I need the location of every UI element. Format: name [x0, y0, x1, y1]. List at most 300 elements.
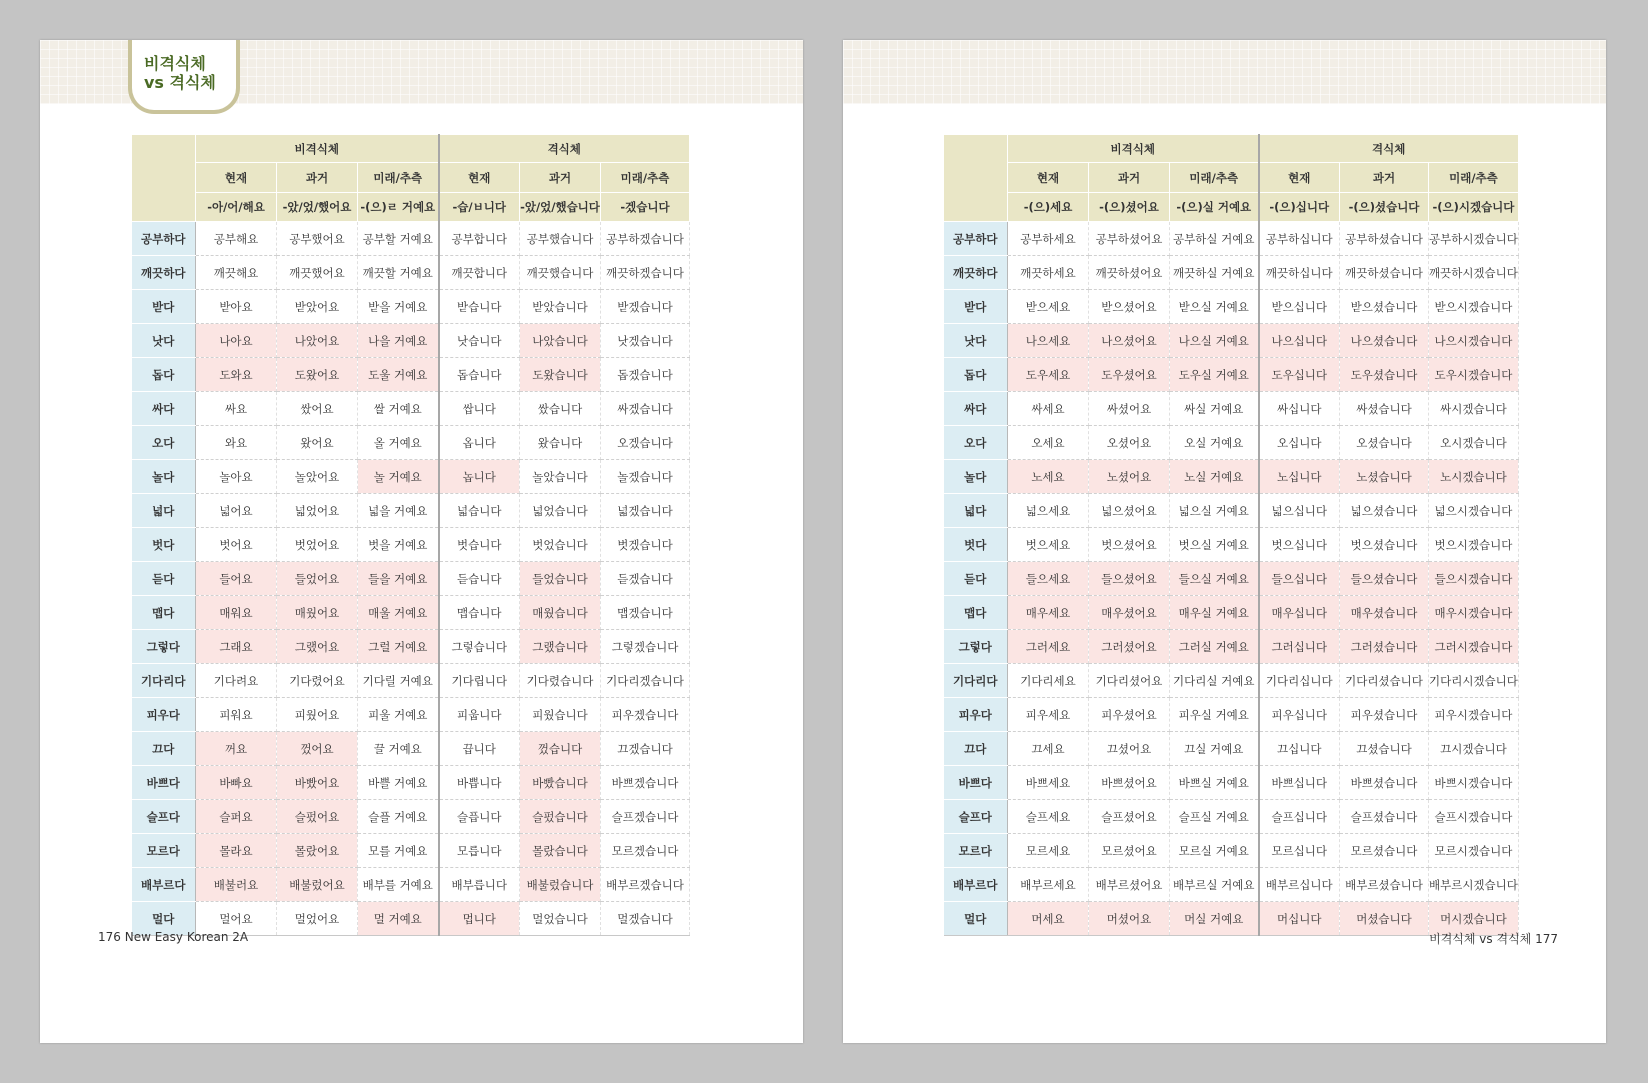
conjugation-cell: 넓습니다	[439, 494, 520, 528]
conjugation-cell: 싸겠습니다	[601, 392, 690, 426]
table-row	[944, 358, 1519, 392]
conjugation-cell: 싸요	[196, 392, 277, 426]
verb-cell: 모르다	[944, 834, 1008, 868]
conjugation-cell: 벗으십니다	[1259, 528, 1340, 562]
conjugation-cell: 모릅니다	[439, 834, 520, 868]
conjugation-cell: 깨끗해요	[196, 256, 277, 290]
conjugation-cell: 슬프십니다	[1259, 800, 1340, 834]
verb-cell: 맵다	[132, 596, 196, 630]
conjugation-cell: 피우셨습니다	[1340, 698, 1429, 732]
conjugation-cell: 끄세요	[1008, 732, 1089, 766]
conjugation-cell: 기다리겠습니다	[601, 664, 690, 698]
verb-cell: 벗다	[132, 528, 196, 562]
verb-cell: 깨끗하다	[132, 256, 196, 290]
verb-cell: 받다	[132, 290, 196, 324]
header-ending: -(으)세요	[1008, 193, 1089, 222]
conjugation-cell: 멀겠습니다	[601, 902, 690, 936]
conjugation-cell: 배부르십니다	[1259, 868, 1340, 902]
table-row	[132, 324, 690, 358]
conjugation-cell: 멀어요	[196, 902, 277, 936]
header-tense: 미래/추측	[1170, 163, 1259, 193]
verb-cell: 멀다	[132, 902, 196, 936]
conjugation-cell: 그럴 거예요	[358, 630, 439, 664]
conjugation-cell: 깨끗하셨습니다	[1340, 256, 1429, 290]
conjugation-cell: 놀겠습니다	[601, 460, 690, 494]
conjugation-cell: 들었어요	[277, 562, 358, 596]
verb-cell: 바쁘다	[944, 766, 1008, 800]
conjugation-cell: 그러시겠습니다	[1429, 630, 1519, 664]
conjugation-cell: 껐습니다	[520, 732, 601, 766]
table-row	[132, 426, 690, 460]
conjugation-cell: 싸시겠습니다	[1429, 392, 1519, 426]
conjugation-cell: 왔습니다	[520, 426, 601, 460]
verb-cell: 넓다	[132, 494, 196, 528]
verb-cell: 슬프다	[944, 800, 1008, 834]
conjugation-cell: 멀었어요	[277, 902, 358, 936]
table-row	[944, 766, 1519, 800]
conjugation-cell: 배부르셨습니다	[1340, 868, 1429, 902]
verb-cell: 돕다	[944, 358, 1008, 392]
conjugation-cell: 도왔어요	[277, 358, 358, 392]
conjugation-cell: 배부르실 거예요	[1170, 868, 1259, 902]
conjugation-cell: 나았어요	[277, 324, 358, 358]
section-title: 비격식체 vs 격식체	[1429, 932, 1532, 946]
table-row	[132, 460, 690, 494]
table-row	[944, 426, 1519, 460]
verb-cell: 끄다	[132, 732, 196, 766]
conjugation-cell: 끄셨어요	[1089, 732, 1170, 766]
conjugation-table-left	[131, 134, 690, 936]
conjugation-cell: 나았습니다	[520, 324, 601, 358]
conjugation-cell: 멉니다	[439, 902, 520, 936]
conjugation-cell: 벗으셨어요	[1089, 528, 1170, 562]
conjugation-cell: 받았어요	[277, 290, 358, 324]
conjugation-cell: 싸실 거예요	[1170, 392, 1259, 426]
conjugation-cell: 매우셨어요	[1089, 596, 1170, 630]
conjugation-cell: 끄겠습니다	[601, 732, 690, 766]
conjugation-cell: 배부르세요	[1008, 868, 1089, 902]
conjugation-cell: 끕니다	[439, 732, 520, 766]
conjugation-cell: 낫겠습니다	[601, 324, 690, 358]
conjugation-cell: 넓겠습니다	[601, 494, 690, 528]
conjugation-cell: 기다렸어요	[277, 664, 358, 698]
conjugation-cell: 오겠습니다	[601, 426, 690, 460]
conjugation-cell: 그렇습니다	[439, 630, 520, 664]
verb-cell: 바쁘다	[132, 766, 196, 800]
conjugation-cell: 그랬어요	[277, 630, 358, 664]
header-ending: -(으)셨어요	[1089, 193, 1170, 222]
conjugation-cell: 공부하세요	[1008, 222, 1089, 256]
page-footer	[1429, 930, 1558, 947]
verb-cell: 싸다	[132, 392, 196, 426]
conjugation-cell: 슬퍼요	[196, 800, 277, 834]
verb-cell: 기다리다	[944, 664, 1008, 698]
conjugation-cell: 올 거예요	[358, 426, 439, 460]
conjugation-cell: 오세요	[1008, 426, 1089, 460]
verb-cell: 받다	[944, 290, 1008, 324]
table-row	[132, 256, 690, 290]
conjugation-cell: 노십니다	[1259, 460, 1340, 494]
conjugation-cell: 벗으세요	[1008, 528, 1089, 562]
conjugation-cell: 모르셨습니다	[1340, 834, 1429, 868]
conjugation-cell: 받으실 거예요	[1170, 290, 1259, 324]
conjugation-cell: 슬프실 거예요	[1170, 800, 1259, 834]
verb-cell: 맵다	[944, 596, 1008, 630]
conjugation-cell: 넓으셨습니다	[1340, 494, 1429, 528]
conjugation-cell: 나을 거예요	[358, 324, 439, 358]
table-row	[132, 222, 690, 256]
conjugation-cell: 넓으십니다	[1259, 494, 1340, 528]
verb-cell: 낫다	[944, 324, 1008, 358]
table-row	[132, 358, 690, 392]
conjugation-cell: 모르실 거예요	[1170, 834, 1259, 868]
conjugation-cell: 깨끗하셨어요	[1089, 256, 1170, 290]
header-ending: -(으)셨습니다	[1340, 193, 1429, 222]
conjugation-cell: 받으세요	[1008, 290, 1089, 324]
conjugation-cell: 쌉니다	[439, 392, 520, 426]
verb-cell: 깨끗하다	[944, 256, 1008, 290]
header-ending: -았/었/했어요	[277, 193, 358, 222]
conjugation-cell: 슬프셨습니다	[1340, 800, 1429, 834]
conjugation-cell: 벗었어요	[277, 528, 358, 562]
conjugation-cell: 오셨습니다	[1340, 426, 1429, 460]
conjugation-cell: 모르겠습니다	[601, 834, 690, 868]
conjugation-cell: 그렇겠습니다	[601, 630, 690, 664]
verb-cell: 멀다	[944, 902, 1008, 936]
table-row	[132, 766, 690, 800]
conjugation-cell: 머세요	[1008, 902, 1089, 936]
conjugation-cell: 깨끗하실 거예요	[1170, 256, 1259, 290]
header-tense: 과거	[277, 163, 358, 193]
conjugation-cell: 바쁩니다	[439, 766, 520, 800]
conjugation-cell: 오셨어요	[1089, 426, 1170, 460]
conjugation-cell: 공부할 거예요	[358, 222, 439, 256]
conjugation-cell: 쌌습니다	[520, 392, 601, 426]
conjugation-cell: 기다렸습니다	[520, 664, 601, 698]
conjugation-cell: 넓어요	[196, 494, 277, 528]
conjugation-cell: 바쁘셨어요	[1089, 766, 1170, 800]
conjugation-cell: 그랬습니다	[520, 630, 601, 664]
header-ending: -아/어/해요	[196, 193, 277, 222]
page-footer	[98, 930, 248, 944]
conjugation-cell: 모르십니다	[1259, 834, 1340, 868]
table-row	[944, 732, 1519, 766]
conjugation-cell: 슬픕니다	[439, 800, 520, 834]
table-row	[132, 528, 690, 562]
conjugation-cell: 바쁘세요	[1008, 766, 1089, 800]
conjugation-cell: 바쁠 거예요	[358, 766, 439, 800]
conjugation-cell: 싸십니다	[1259, 392, 1340, 426]
conjugation-cell: 매우셨습니다	[1340, 596, 1429, 630]
table-body	[132, 222, 690, 936]
conjugation-cell: 와요	[196, 426, 277, 460]
table-row	[944, 834, 1519, 868]
conjugation-cell: 그래요	[196, 630, 277, 664]
header-tense: 미래/추측	[358, 163, 439, 193]
verb-cell: 듣다	[944, 562, 1008, 596]
conjugation-cell: 벗습니다	[439, 528, 520, 562]
verb-cell: 놀다	[132, 460, 196, 494]
conjugation-cell: 머시겠습니다	[1429, 902, 1519, 936]
table-row	[944, 494, 1519, 528]
conjugation-cell: 깨끗할 거예요	[358, 256, 439, 290]
conjugation-cell: 놀 거예요	[358, 460, 439, 494]
conjugation-cell: 기다리실 거예요	[1170, 664, 1259, 698]
conjugation-cell: 배불러요	[196, 868, 277, 902]
conjugation-cell: 도우셨습니다	[1340, 358, 1429, 392]
conjugation-cell: 피우셨어요	[1089, 698, 1170, 732]
conjugation-cell: 몰랐습니다	[520, 834, 601, 868]
conjugation-cell: 바빴어요	[277, 766, 358, 800]
conjugation-cell: 깨끗하겠습니다	[601, 256, 690, 290]
conjugation-cell: 껐어요	[277, 732, 358, 766]
table-row	[132, 732, 690, 766]
verb-cell: 듣다	[132, 562, 196, 596]
conjugation-cell: 도우십니다	[1259, 358, 1340, 392]
conjugation-cell: 모르시겠습니다	[1429, 834, 1519, 868]
header-tense: 과거	[1340, 163, 1429, 193]
conjugation-cell: 몰랐어요	[277, 834, 358, 868]
header-tense: 현재	[1008, 163, 1089, 193]
conjugation-cell: 넓을 거예요	[358, 494, 439, 528]
table-row	[132, 834, 690, 868]
conjugation-cell: 공부하시겠습니다	[1429, 222, 1519, 256]
header-tense: 미래/추측	[1429, 163, 1519, 193]
conjugation-cell: 들어요	[196, 562, 277, 596]
conjugation-cell: 들을 거예요	[358, 562, 439, 596]
conjugation-cell: 넓으실 거예요	[1170, 494, 1259, 528]
conjugation-cell: 몰라요	[196, 834, 277, 868]
conjugation-cell: 기다려요	[196, 664, 277, 698]
conjugation-cell: 들으셨습니다	[1340, 562, 1429, 596]
header-ending: -(으)십니다	[1259, 193, 1340, 222]
conjugation-cell: 피웠어요	[277, 698, 358, 732]
conjugation-cell: 들으세요	[1008, 562, 1089, 596]
conjugation-cell: 매웠어요	[277, 596, 358, 630]
conjugation-cell: 그러세요	[1008, 630, 1089, 664]
table-row	[944, 596, 1519, 630]
conjugation-cell: 왔어요	[277, 426, 358, 460]
conjugation-cell: 배불렀어요	[277, 868, 358, 902]
conjugation-cell: 멀 거예요	[358, 902, 439, 936]
conjugation-cell: 나으셨습니다	[1340, 324, 1429, 358]
conjugation-cell: 모르셨어요	[1089, 834, 1170, 868]
verb-cell: 싸다	[944, 392, 1008, 426]
table-row	[944, 800, 1519, 834]
conjugation-cell: 끌 거예요	[358, 732, 439, 766]
verb-cell: 돕다	[132, 358, 196, 392]
conjugation-cell: 매워요	[196, 596, 277, 630]
conjugation-cell: 깨끗하시겠습니다	[1429, 256, 1519, 290]
conjugation-cell: 도왔습니다	[520, 358, 601, 392]
conjugation-cell: 들으시겠습니다	[1429, 562, 1519, 596]
conjugation-cell: 받습니다	[439, 290, 520, 324]
header-ending: -았/었/했습니다	[520, 193, 601, 222]
conjugation-cell: 나으세요	[1008, 324, 1089, 358]
conjugation-cell: 들으실 거예요	[1170, 562, 1259, 596]
conjugation-cell: 피웠습니다	[520, 698, 601, 732]
conjugation-cell: 매우십니다	[1259, 596, 1340, 630]
conjugation-cell: 듣겠습니다	[601, 562, 690, 596]
conjugation-cell: 도우시겠습니다	[1429, 358, 1519, 392]
book-title: New Easy Korean 2A	[124, 930, 249, 944]
conjugation-cell: 그러십니다	[1259, 630, 1340, 664]
table-row	[944, 392, 1519, 426]
conjugation-cell: 배불렀습니다	[520, 868, 601, 902]
conjugation-cell: 돕습니다	[439, 358, 520, 392]
conjugation-cell: 피우실 거예요	[1170, 698, 1259, 732]
conjugation-cell: 받으시겠습니다	[1429, 290, 1519, 324]
conjugation-cell: 기다릴 거예요	[358, 664, 439, 698]
conjugation-cell: 기다리셨습니다	[1340, 664, 1429, 698]
conjugation-cell: 공부해요	[196, 222, 277, 256]
conjugation-cell: 끄실 거예요	[1170, 732, 1259, 766]
conjugation-cell: 넓으시겠습니다	[1429, 494, 1519, 528]
conjugation-cell: 배부를 거예요	[358, 868, 439, 902]
conjugation-cell: 피웁니다	[439, 698, 520, 732]
conjugation-cell: 공부하겠습니다	[601, 222, 690, 256]
table-row	[944, 256, 1519, 290]
table-row	[944, 868, 1519, 902]
table-row	[132, 494, 690, 528]
conjugation-cell: 넓었습니다	[520, 494, 601, 528]
conjugation-cell: 깨끗했어요	[277, 256, 358, 290]
conjugation-cell: 슬펐어요	[277, 800, 358, 834]
conjugation-cell: 깨끗하세요	[1008, 256, 1089, 290]
header-tense: 과거	[1089, 163, 1170, 193]
conjugation-cell: 꺼요	[196, 732, 277, 766]
conjugation-cell: 받겠습니다	[601, 290, 690, 324]
page-number: 177	[1535, 932, 1558, 946]
conjugation-cell: 바쁘실 거예요	[1170, 766, 1259, 800]
conjugation-cell: 공부하셨어요	[1089, 222, 1170, 256]
conjugation-cell: 바빠요	[196, 766, 277, 800]
conjugation-cell: 기다리셨어요	[1089, 664, 1170, 698]
header-group: 격식체	[1259, 135, 1519, 163]
table-row	[944, 698, 1519, 732]
conjugation-cell: 피우시겠습니다	[1429, 698, 1519, 732]
header-ending: -겠습니다	[601, 193, 690, 222]
table-row	[944, 290, 1519, 324]
verb-cell: 그렇다	[132, 630, 196, 664]
conjugation-cell: 듣습니다	[439, 562, 520, 596]
conjugation-cell: 벗을 거예요	[358, 528, 439, 562]
verb-cell: 오다	[132, 426, 196, 460]
conjugation-cell: 받아요	[196, 290, 277, 324]
table-body	[944, 222, 1519, 936]
verb-cell: 그렇다	[944, 630, 1008, 664]
conjugation-cell: 슬프셨어요	[1089, 800, 1170, 834]
conjugation-cell: 그러실 거예요	[1170, 630, 1259, 664]
conjugation-cell: 바쁘시겠습니다	[1429, 766, 1519, 800]
table-row	[944, 222, 1519, 256]
conjugation-cell: 싸셨어요	[1089, 392, 1170, 426]
verb-cell: 끄다	[944, 732, 1008, 766]
verb-cell: 배부르다	[944, 868, 1008, 902]
verb-cell: 공부하다	[944, 222, 1008, 256]
conjugation-cell: 벗겠습니다	[601, 528, 690, 562]
left-page	[40, 40, 803, 1043]
conjugation-cell: 바빴습니다	[520, 766, 601, 800]
conjugation-cell: 나아요	[196, 324, 277, 358]
conjugation-cell: 피우세요	[1008, 698, 1089, 732]
header-ending: -(으)실 거예요	[1170, 193, 1259, 222]
conjugation-cell: 배부릅니다	[439, 868, 520, 902]
conjugation-cell: 공부했어요	[277, 222, 358, 256]
verb-cell: 오다	[944, 426, 1008, 460]
conjugation-cell: 나으십니다	[1259, 324, 1340, 358]
conjugation-cell: 도울 거예요	[358, 358, 439, 392]
conjugation-cell: 매웠습니다	[520, 596, 601, 630]
conjugation-table-right	[943, 134, 1519, 936]
verb-cell: 놀다	[944, 460, 1008, 494]
conjugation-cell: 들었습니다	[520, 562, 601, 596]
conjugation-cell: 매우시겠습니다	[1429, 596, 1519, 630]
conjugation-cell: 들으셨어요	[1089, 562, 1170, 596]
table-row	[132, 868, 690, 902]
conjugation-cell: 벗었습니다	[520, 528, 601, 562]
conjugation-cell: 기다리십니다	[1259, 664, 1340, 698]
verb-cell: 모르다	[132, 834, 196, 868]
verb-cell: 기다리다	[132, 664, 196, 698]
header-ending: -(으)ㄹ 거예요	[358, 193, 439, 222]
conjugation-cell: 공부합니다	[439, 222, 520, 256]
conjugation-cell: 노실 거예요	[1170, 460, 1259, 494]
conjugation-cell: 받았습니다	[520, 290, 601, 324]
conjugation-cell: 나으셨어요	[1089, 324, 1170, 358]
conjugation-cell: 받으셨어요	[1089, 290, 1170, 324]
conjugation-cell: 피우십니다	[1259, 698, 1340, 732]
conjugation-cell: 노세요	[1008, 460, 1089, 494]
conjugation-cell: 노셨어요	[1089, 460, 1170, 494]
conjugation-cell: 슬프겠습니다	[601, 800, 690, 834]
table-row	[944, 324, 1519, 358]
conjugation-cell: 피워요	[196, 698, 277, 732]
conjugation-cell: 매우세요	[1008, 596, 1089, 630]
conjugation-cell: 도우세요	[1008, 358, 1089, 392]
table-row	[132, 800, 690, 834]
header-group: 비격식체	[1008, 135, 1259, 163]
table-row	[132, 630, 690, 664]
conjugation-cell: 끄십니다	[1259, 732, 1340, 766]
conjugation-cell: 넓으셨어요	[1089, 494, 1170, 528]
conjugation-cell: 벗으실 거예요	[1170, 528, 1259, 562]
conjugation-cell: 넓었어요	[277, 494, 358, 528]
conjugation-cell: 바쁘겠습니다	[601, 766, 690, 800]
conjugation-cell: 피우겠습니다	[601, 698, 690, 732]
table-row	[944, 562, 1519, 596]
conjugation-cell: 놀아요	[196, 460, 277, 494]
conjugation-cell: 싸셨습니다	[1340, 392, 1429, 426]
conjugation-cell: 공부했습니다	[520, 222, 601, 256]
header-band	[843, 40, 1606, 104]
conjugation-cell: 옵니다	[439, 426, 520, 460]
conjugation-cell: 낫습니다	[439, 324, 520, 358]
conjugation-cell: 그러셨습니다	[1340, 630, 1429, 664]
conjugation-cell: 벗으셨습니다	[1340, 528, 1429, 562]
header-group: 격식체	[439, 135, 690, 163]
conjugation-cell: 도와요	[196, 358, 277, 392]
table-row	[132, 664, 690, 698]
header-ending: -(으)시겠습니다	[1429, 193, 1519, 222]
conjugation-cell: 슬프세요	[1008, 800, 1089, 834]
header-corner	[944, 135, 1008, 222]
table-row	[944, 528, 1519, 562]
table-row	[132, 290, 690, 324]
conjugation-cell: 쌌어요	[277, 392, 358, 426]
conjugation-cell: 놀았습니다	[520, 460, 601, 494]
conjugation-cell: 머십니다	[1259, 902, 1340, 936]
